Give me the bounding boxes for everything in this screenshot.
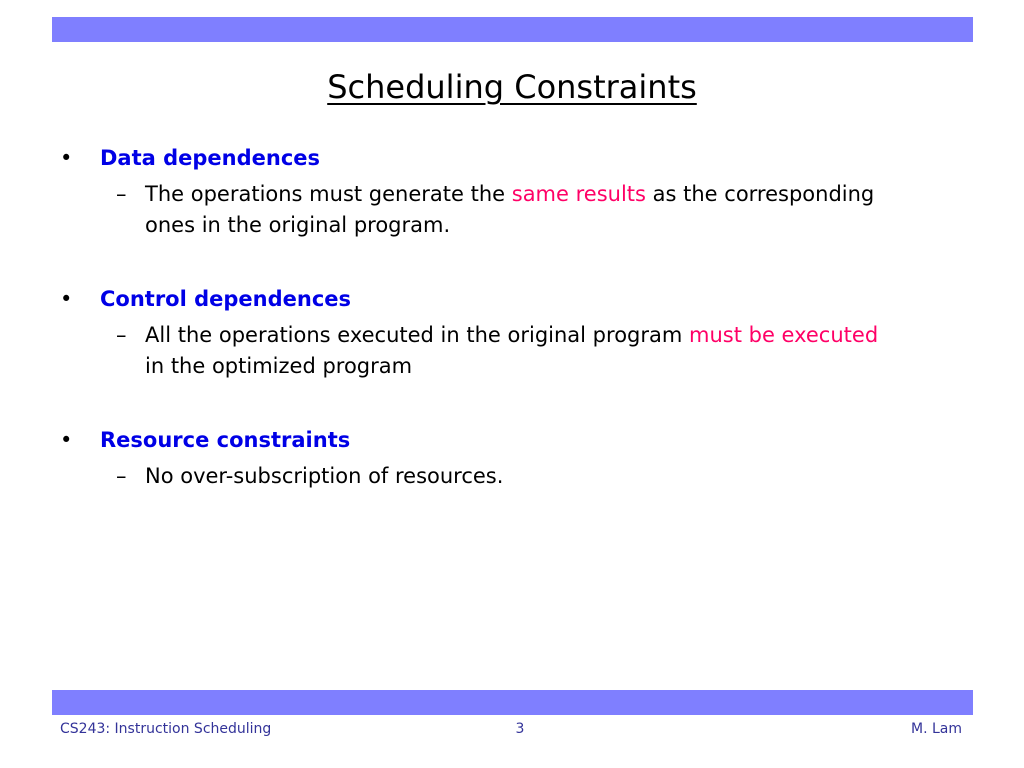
footer-course: CS243: Instruction Scheduling	[60, 721, 272, 737]
top-accent-bar	[52, 17, 973, 42]
sub-bullet-marker: –	[116, 182, 127, 206]
bullet-heading: Resource constraints	[100, 428, 351, 452]
bullet-marker: •	[60, 428, 73, 452]
sub-text-after: as the corresponding ones in the original program.	[145, 182, 875, 237]
sub-text-before: The operations must generate the	[145, 182, 512, 206]
bottom-accent-bar	[52, 690, 973, 715]
sub-text-highlight: same results	[511, 182, 646, 206]
sub-bullet-marker: –	[116, 464, 127, 488]
footer-author: M. Lam	[911, 721, 962, 737]
bullet-marker: •	[60, 146, 73, 170]
slide-title: Scheduling Constraints	[327, 68, 697, 106]
bullet-marker: •	[60, 287, 73, 311]
sub-bullet-text	[145, 320, 885, 382]
sub-text-before: All the operations executed in the original program	[145, 323, 690, 347]
footer-page-number: 3	[515, 721, 525, 737]
sub-bullet-text	[145, 179, 885, 241]
sub-text-before: No over-subscription of resources.	[145, 464, 504, 488]
sub-text-highlight: must be executed	[689, 323, 879, 347]
sub-bullet-text	[145, 461, 885, 492]
bullet-heading: Control dependences	[100, 287, 352, 311]
sub-bullet-marker: –	[116, 323, 127, 347]
bullet-heading: Data dependences	[100, 146, 321, 170]
sub-text-after: in the optimized program	[145, 354, 413, 378]
